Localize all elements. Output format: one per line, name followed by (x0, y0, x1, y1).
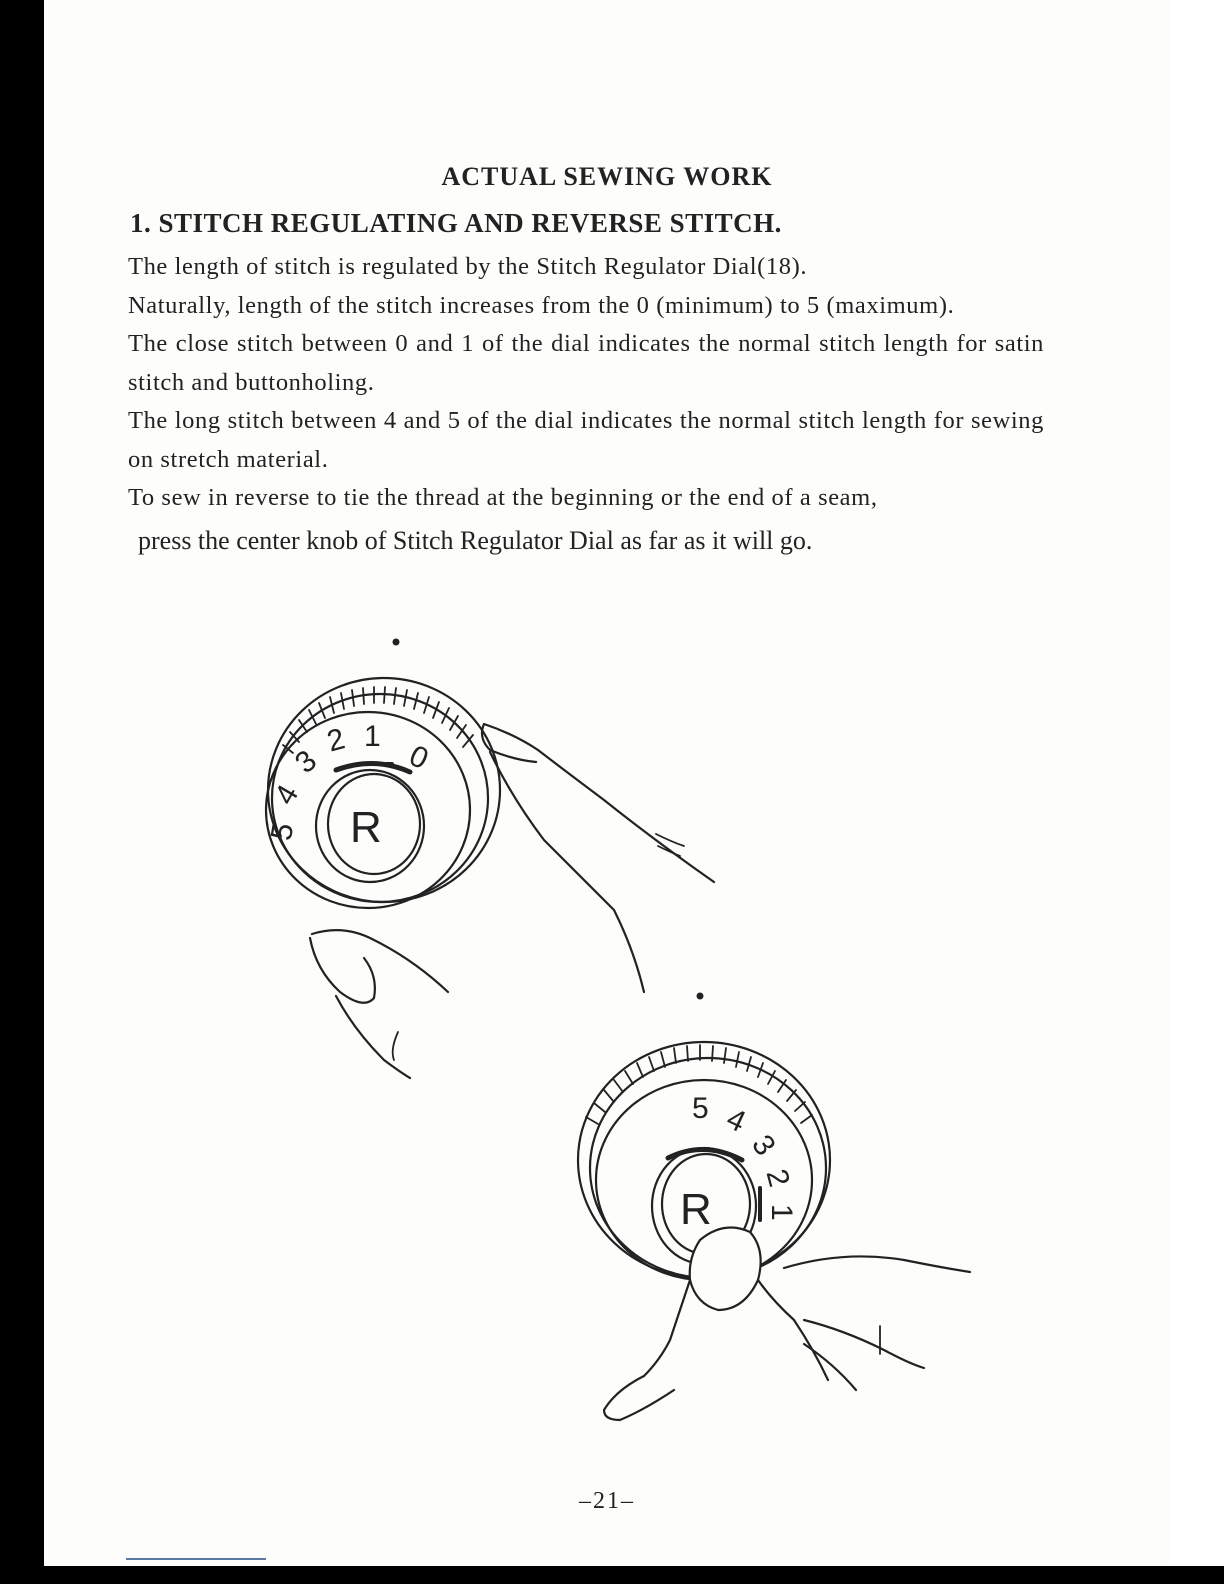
upper-dial-number: 4 (268, 779, 306, 811)
body-text (128, 248, 1044, 560)
lower-hand-finger-bottom (804, 1320, 924, 1368)
paragraph-reverse-sewing: To sew in reverse to tie the thread at the beginning or the end of a seam, (128, 484, 878, 511)
upper-index-finger-bottom (490, 752, 644, 992)
upper-thumb-crease (393, 1032, 398, 1060)
upper-dial-number: 2 (323, 722, 349, 759)
indicator-dot-upper (393, 639, 400, 646)
paragraph-close-stitch: The close stitch between 0 and 1 of the dial indicates the normal stitch length for satin stitch and buttonholing. (128, 330, 1044, 396)
lower-thumb-nail (690, 1228, 761, 1311)
stitch-dial-illustration (44, 620, 1170, 1440)
upper-thumb-bottom (336, 996, 410, 1078)
paragraph-stitch-regulator: The length of stitch is regulated by the Stitch Regulator Dial(18). (128, 253, 808, 280)
upper-dial-number: 5 (264, 820, 301, 843)
paragraph-stitch-length-range: Naturally, length of the stitch increases from the 0 (minimum) to 5 (maximum). (128, 291, 955, 319)
lower-thumb-left (644, 1280, 690, 1376)
section-title: 1. STITCH REGULATING AND REVERSE STITCH. (130, 208, 782, 238)
paragraph-long-stitch: The long stitch between 4 and 5 of the dial indicates the normal stitch length for sewing on stretch material. (128, 407, 1044, 473)
lower-dial-number: 2 (759, 1165, 796, 1191)
lower-knob-label: R (680, 1185, 712, 1234)
lower-thumb-right (758, 1280, 828, 1380)
page-edge-bottom (0, 1566, 1224, 1584)
indicator-dot-lower (697, 993, 704, 1000)
upper-dial-number: 3 (289, 743, 324, 780)
upper-dial-figure (265, 639, 714, 1079)
lower-dial-figure (578, 993, 970, 1421)
lower-dial-number: 3 (745, 1129, 782, 1162)
upper-knob-label: R (350, 803, 382, 852)
lower-dial-number: 1 (765, 1204, 798, 1221)
lower-hand-finger-top (784, 1256, 970, 1272)
page-number: ‒21‒ (579, 1488, 635, 1514)
page-edge-right (1170, 0, 1224, 1584)
upper-knuckle-lines (656, 834, 684, 856)
lower-dial-number: 4 (721, 1102, 751, 1140)
upper-dial-number: 0 (404, 739, 434, 777)
page-heading: ACTUAL SEWING WORK (441, 162, 773, 191)
upper-dial-number: 1 (364, 720, 381, 753)
lower-dial-number: 5 (692, 1092, 709, 1125)
lower-hand-palm (604, 1376, 674, 1420)
footer-rule (126, 1558, 266, 1560)
paragraph-press-knob: press the center knob of Stitch Regulator Dial as far as it will go. (138, 525, 813, 555)
manual-page (44, 0, 1170, 1566)
upper-dial-rim (268, 678, 500, 902)
upper-thumb-nail (310, 938, 375, 1003)
